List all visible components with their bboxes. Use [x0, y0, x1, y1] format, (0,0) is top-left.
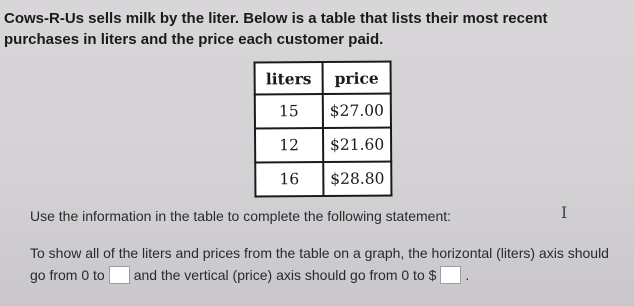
header-liters: liters	[255, 62, 323, 94]
table-row	[255, 128, 391, 163]
cell-price: $27.00	[323, 94, 391, 128]
problem-text: Cows-R-Us sells milk by the liter. Below is a table that lists their most recent purchases in liters and the price each customer paid.	[4, 10, 548, 48]
statement-part-2: and the vertical (price) axis should go from 0 to $	[133, 267, 437, 283]
liters-max-input[interactable]	[109, 266, 130, 284]
header-price: price	[323, 62, 391, 94]
cell-price: $21.60	[323, 128, 391, 162]
cell-liters: 12	[255, 128, 323, 162]
text-cursor-icon: I	[561, 203, 568, 222]
cell-liters: 15	[255, 94, 323, 128]
cell-liters: 16	[255, 162, 323, 196]
cell-price: $28.80	[323, 162, 391, 196]
table-header-row	[255, 62, 391, 95]
fill-in-statement	[30, 242, 628, 286]
data-table	[254, 61, 393, 198]
table-row	[255, 94, 391, 129]
statement-part-1: To show all of the liters and prices from the table on a graph, the horizontal (liters) axis should go from 0 to	[30, 245, 609, 283]
price-max-input[interactable]	[440, 266, 461, 284]
statement-part-3: .	[465, 267, 470, 283]
table-row	[255, 162, 391, 197]
instruction-text: Use the information in the table to complete the following statement:	[30, 208, 452, 224]
